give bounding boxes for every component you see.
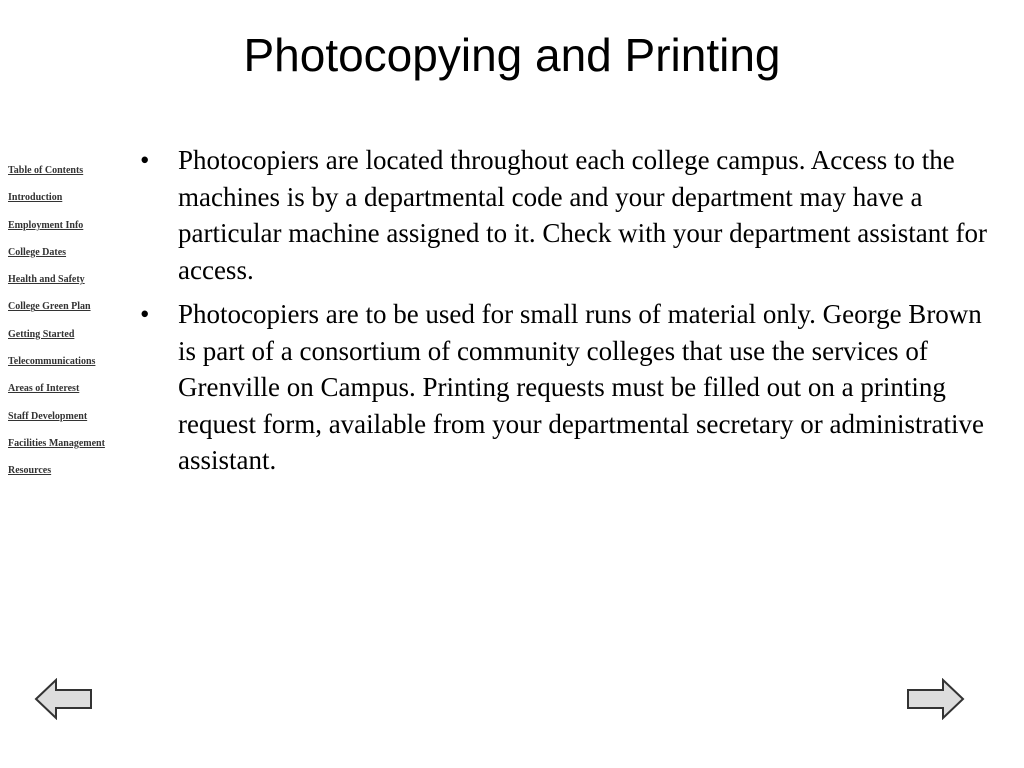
- nav-link-introduction[interactable]: Introduction: [8, 192, 63, 204]
- nav-link-telecommunications[interactable]: Telecommunications: [8, 356, 96, 368]
- bullet-text: Photocopiers are located throughout each college campus. Access to the machines is by a departmental code and your department may have a particular machine assigned to it. Check with your department assistant for access.: [178, 145, 988, 285]
- nav-link-areas-of-interest[interactable]: Areas of Interest: [8, 383, 80, 395]
- right-arrow-icon: [905, 678, 965, 720]
- nav-link-table-of-contents[interactable]: Table of Contents: [8, 165, 84, 176]
- bullet-item: [140, 142, 1000, 288]
- bullet-item: [140, 296, 1000, 479]
- bullet-text: Photocopiers are to be used for small runs of material only. George Brown is part of a consortium of community colleges that use the services of Grenville on Campus. Printing requests must be filled out on a printing request form, available from your departmental secretary or administrative assistant.: [178, 299, 984, 475]
- nav-link-employment-info[interactable]: Employment Info: [8, 219, 84, 231]
- bullet-icon: •: [140, 145, 150, 175]
- nav-link-getting-started[interactable]: Getting Started: [8, 328, 75, 340]
- nav-link-staff-development[interactable]: Staff Development: [8, 410, 88, 422]
- slide-content: [140, 142, 1000, 487]
- slide-title: Photocopying and Printing: [243, 29, 781, 81]
- nav-link-health-and-safety[interactable]: Health and Safety: [8, 274, 85, 286]
- nav-link-facilities-management[interactable]: Facilities Management: [8, 437, 105, 449]
- left-arrow-icon: [34, 678, 94, 720]
- next-button[interactable]: [905, 678, 965, 720]
- bullet-icon: •: [140, 299, 150, 329]
- bullet-list: [140, 142, 1000, 479]
- nav-link-college-dates[interactable]: College Dates: [8, 246, 67, 258]
- back-button[interactable]: [34, 678, 94, 720]
- nav-link-college-green-plan[interactable]: College Green Plan: [8, 301, 91, 313]
- nav-link-resources[interactable]: Resources: [8, 465, 52, 477]
- nav-sidebar: [8, 164, 133, 492]
